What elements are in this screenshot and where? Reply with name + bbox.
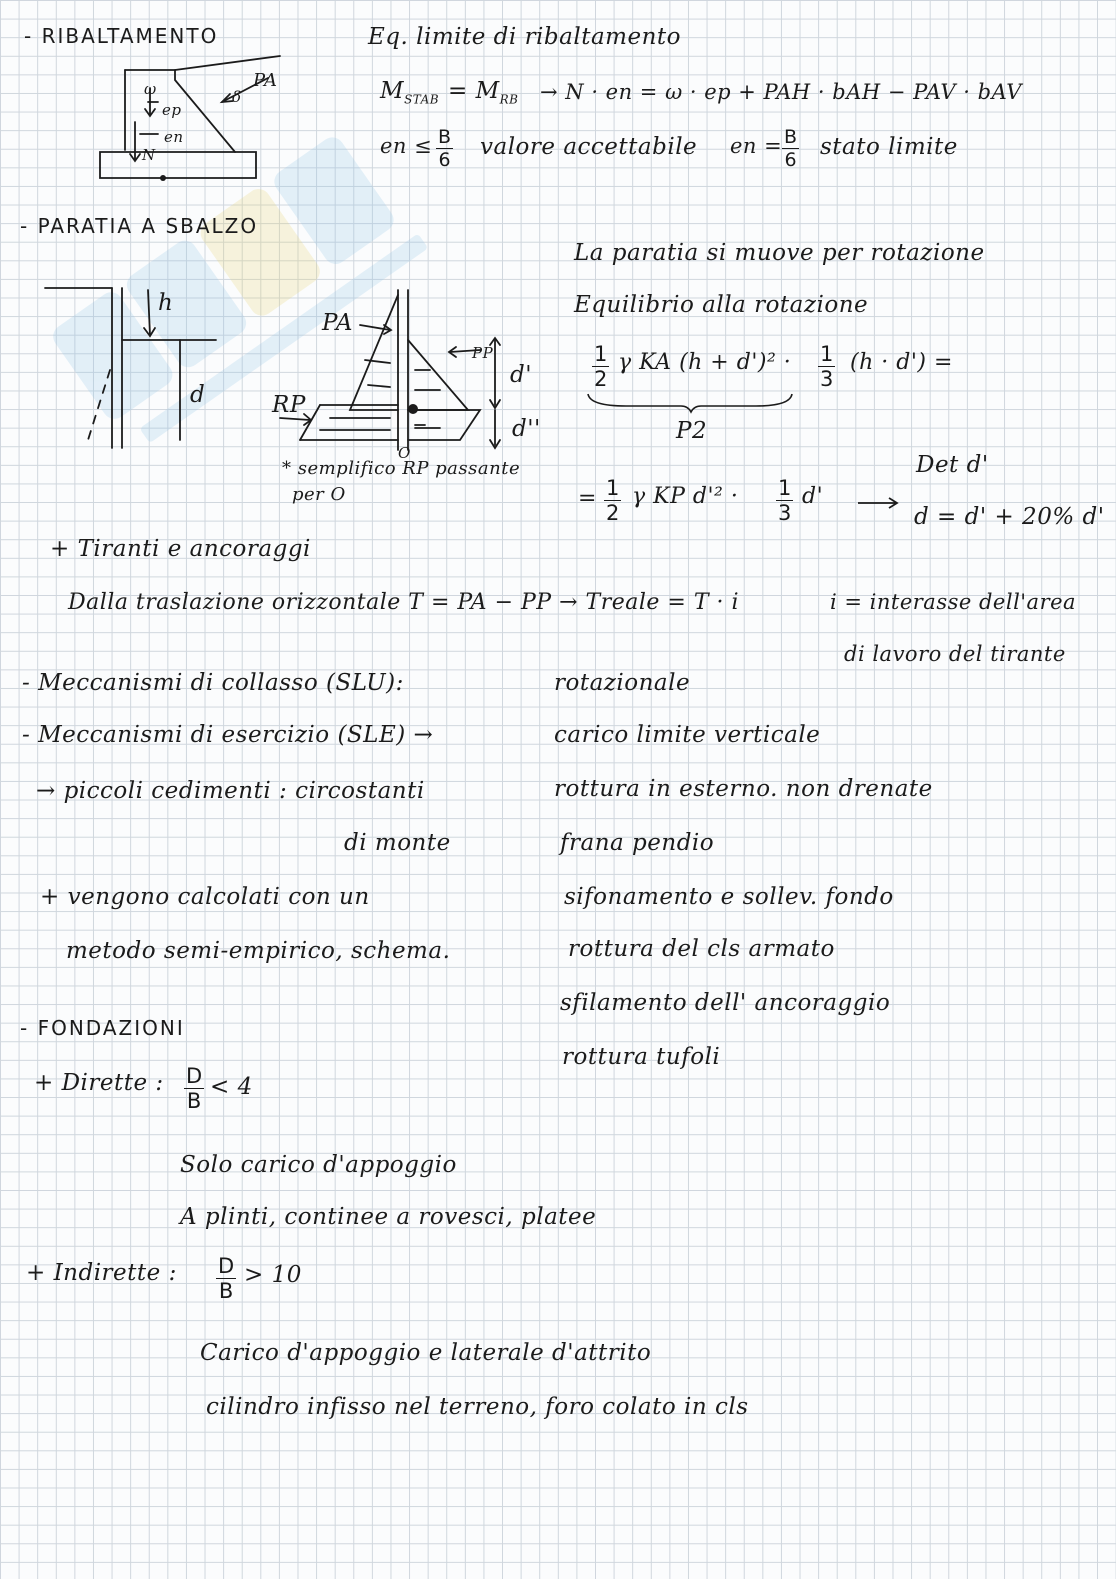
arrow-to-det — [856, 496, 902, 510]
fig-label-pp: PP — [472, 344, 494, 362]
brace-label-p2: P2 — [676, 418, 708, 444]
fig-label-h: h — [158, 290, 174, 316]
dirette-line1: Solo carico d'appoggio — [180, 1152, 457, 1178]
fig-label-ep: ep — [162, 101, 182, 119]
eq1-end: (h · d') = — [850, 350, 953, 375]
calcolati-2: metodo semi-empirico, schema. — [66, 938, 451, 964]
paratia-note1: La paratia si muove per rotazione — [574, 240, 985, 266]
dirette-fraction: $\frac{D}{B}$ — [186, 1064, 203, 1113]
moment-m-rb: = $M_{RB}$ — [448, 78, 519, 107]
cond1-fraction: $\frac{B}{6}$ — [438, 126, 452, 171]
heading-paratia: - PARATIA A SBALZO — [20, 214, 259, 238]
fig-label-pa-2: PA — [322, 310, 353, 336]
piccoli-cedimenti: → piccoli cedimenti : circostanti — [36, 778, 425, 804]
mechanism-item: carico limite verticale — [554, 722, 821, 748]
d-formula: d = d' + 20% d' — [914, 504, 1105, 530]
det-d-prime: Det d' — [916, 452, 989, 478]
eq1-fraction-b: $\frac{1}{3}$ — [820, 342, 834, 391]
moment-m-stab: $M_{STAB}$ — [380, 78, 440, 107]
cond2-text: stato limite — [820, 134, 958, 160]
fig-label-o: O — [398, 444, 411, 462]
calcolati-1: + vengono calcolati con un — [40, 884, 370, 910]
figure-cantilever-wall — [40, 280, 230, 460]
tiranti-line2: di lavoro del tirante — [844, 642, 1066, 666]
dirette-line2: A plinti, continee a rovesci, platee — [180, 1204, 597, 1230]
eq2-middle: γ KP d'² · — [632, 484, 739, 509]
indirette-fraction: $\frac{D}{B}$ — [218, 1254, 235, 1303]
tiranti-interasse: i = interasse dell'area — [830, 590, 1077, 614]
fig-label-d2: d'' — [512, 416, 541, 442]
fig-label-w: ω — [144, 80, 157, 98]
fig-label-en: en — [164, 128, 184, 146]
eq1-middle: γ KA (h + d')² · — [618, 350, 792, 375]
cond1-left: en ≤ — [380, 134, 433, 158]
fig-label-rp: RP — [272, 392, 306, 418]
heading-fondazioni: - FONDAZIONI — [20, 1016, 185, 1040]
eq2-end: d' — [802, 484, 824, 509]
eq2-fraction-a: $\frac{1}{2}$ — [606, 476, 620, 525]
footnote-2: per O — [292, 484, 346, 505]
paratia-note2: Equilibrio alla rotazione — [574, 292, 869, 318]
moment-equation: → N · en = ω · ep + PAH · bAH − PAV · bAV — [540, 80, 1022, 104]
indirette-line1: Carico d'appoggio e laterale d'attrito — [200, 1340, 652, 1366]
mechanism-item: rottura tufoli — [562, 1044, 721, 1070]
dirette-compare: < 4 — [210, 1074, 253, 1100]
mechanism-item: frana pendio — [560, 830, 715, 856]
fig-label-delta: δ — [232, 88, 242, 106]
mechanism-item: sifonamento e sollev. fondo — [564, 884, 894, 910]
footnote-1: * semplifico RP passante — [282, 458, 521, 479]
indirette-label: + Indirette : — [26, 1260, 177, 1286]
cond1-text: valore accettabile — [480, 134, 698, 160]
eq1-fraction-a: $\frac{1}{2}$ — [594, 342, 608, 391]
cond2-fraction: $\frac{B}{6}$ — [784, 126, 798, 171]
heading-tiranti: + Tiranti e ancoraggi — [50, 536, 311, 562]
heading-ribaltamento: - RIBALTAMENTO — [24, 24, 219, 48]
mechanism-item: rottura del cls armato — [568, 936, 835, 962]
indirette-compare: > 10 — [244, 1262, 302, 1288]
di-monte: di monte — [344, 830, 451, 856]
mechanism-item: sfilamento dell' ancoraggio — [560, 990, 891, 1016]
mechanism-item: rotazionale — [554, 670, 691, 696]
fig-label-n: N — [142, 146, 156, 164]
meccanismi-esercizio: - Meccanismi di esercizio (SLE) → — [22, 722, 434, 748]
mechanism-item: rottura in esterno. non drenate — [554, 776, 933, 802]
eq2-fraction-b: $\frac{1}{3}$ — [778, 476, 792, 525]
fig-label-pa: PA — [253, 70, 278, 91]
dirette-label: + Dirette : — [34, 1070, 164, 1096]
meccanismi-collasso: - Meccanismi di collasso (SLU): — [22, 670, 404, 696]
cond2-left: en = — [730, 134, 783, 158]
fig-label-d: d — [190, 382, 206, 408]
underbrace — [586, 392, 796, 414]
eq2-equals: = — [578, 486, 597, 511]
tiranti-line1: Dalla traslazione orizzontale T = PA − PP → Treale = T · i — [68, 590, 740, 615]
indirette-line2: cilindro infisso nel terreno, foro colato in cls — [206, 1394, 749, 1420]
fig-label-d1: d' — [510, 362, 533, 388]
eq-title-ribaltamento: Eq. limite di ribaltamento — [368, 24, 681, 50]
